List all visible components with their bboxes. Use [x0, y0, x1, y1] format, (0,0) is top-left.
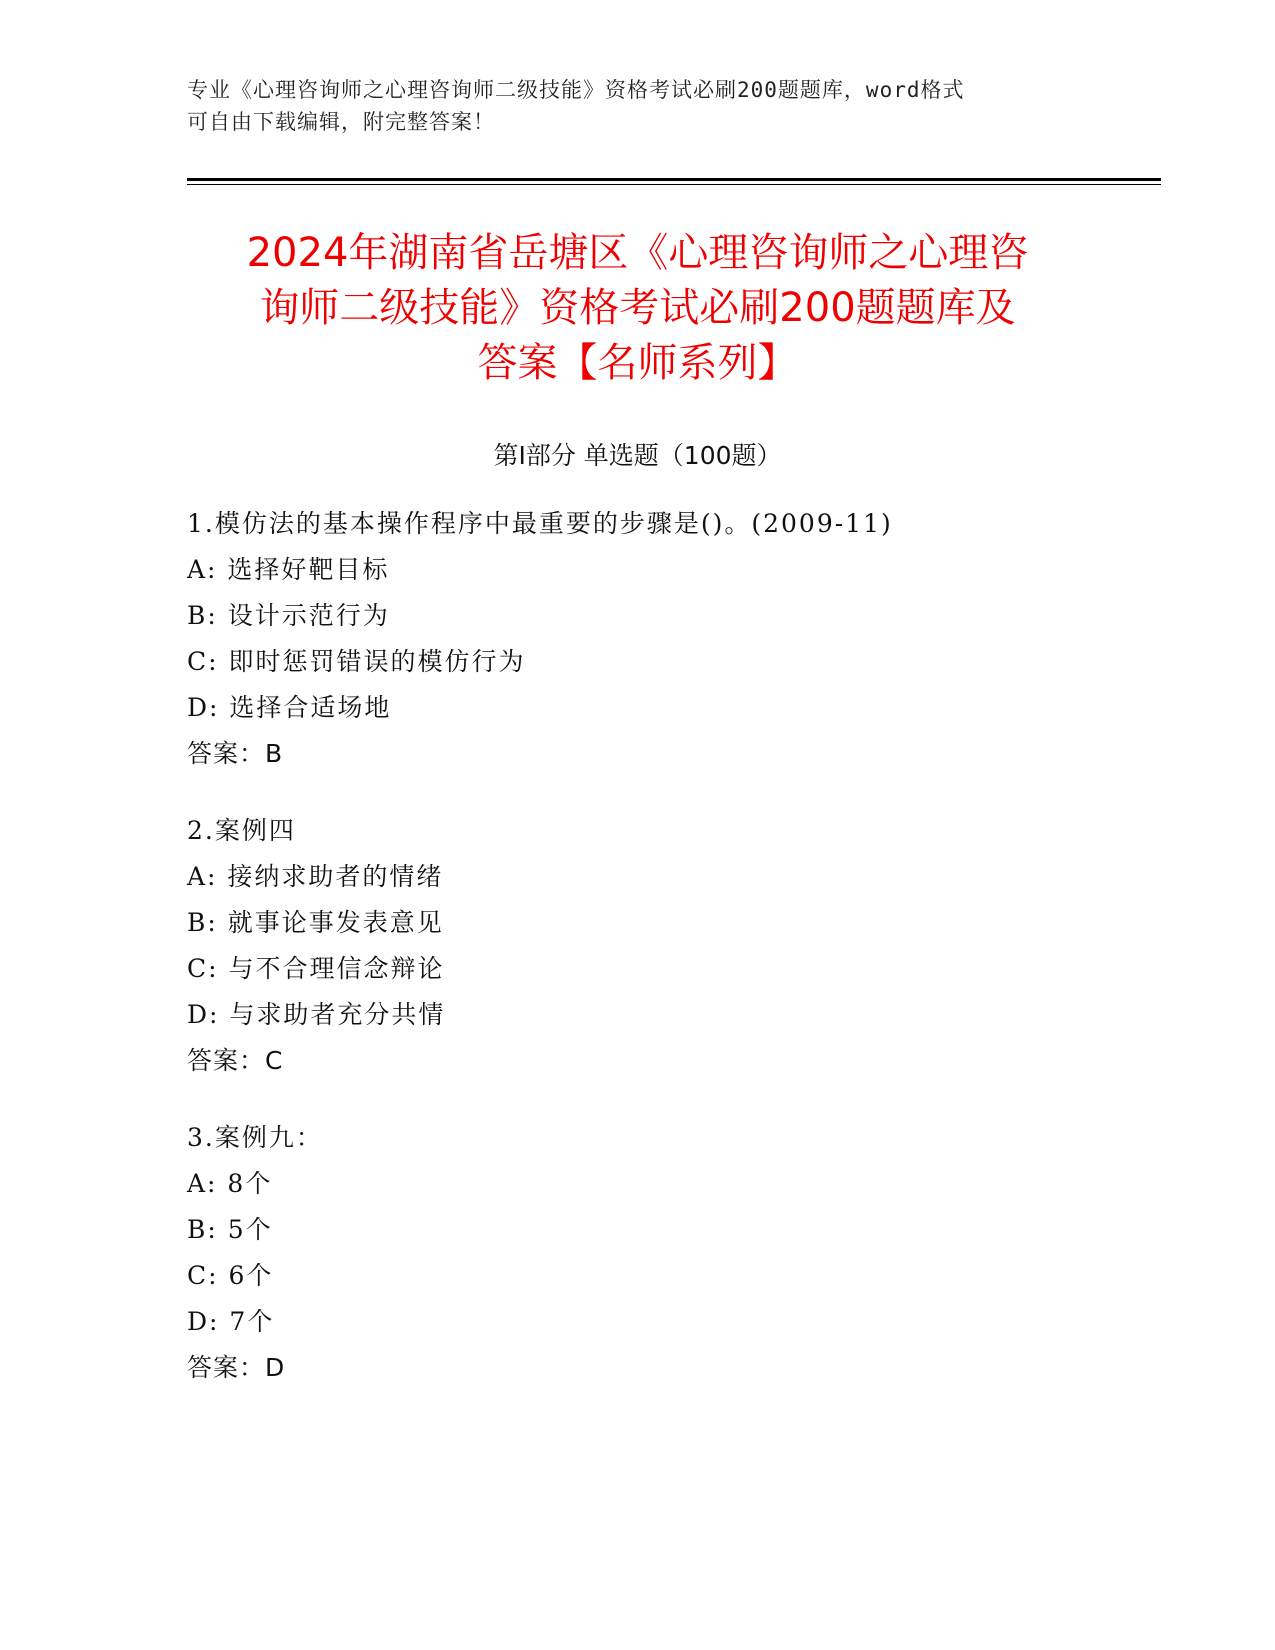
option-c: C: 即时惩罚错误的模仿行为 — [187, 647, 526, 676]
option-d: D: 7个 — [187, 1307, 275, 1336]
option-a: A: 接纳求助者的情绪 — [187, 862, 444, 891]
option-b: B: 就事论事发表意见 — [187, 908, 444, 937]
option-b: B: 设计示范行为 — [187, 601, 390, 630]
option-a: A: 选择好靶目标 — [187, 555, 390, 584]
title-line-2: 询师二级技能》资格考试必刷200题题库及 — [259, 285, 1016, 331]
document-title — [150, 226, 1125, 391]
answer-value: B — [265, 739, 284, 768]
question-3 — [187, 1115, 1087, 1391]
title-line-3: 答案【名师系列】 — [477, 340, 798, 386]
question-2 — [187, 808, 1087, 1084]
option-a: A: 8个 — [187, 1169, 273, 1198]
header-rule-thick — [187, 178, 1161, 181]
header-note — [187, 74, 1067, 138]
option-d: D: 与求助者充分共情 — [187, 1000, 446, 1029]
header-note-line-2: 可自由下载编辑，附完整答案！ — [187, 110, 495, 134]
answer-label: 答案： — [187, 1046, 266, 1075]
option-d: D: 选择合适场地 — [187, 693, 392, 722]
header-note-line-1: 专业《心理咨询师之心理咨询师二级技能》资格考试必刷200题题库，word格式 — [187, 78, 965, 102]
question-1 — [187, 501, 1087, 777]
option-b: B: 5个 — [187, 1215, 273, 1244]
answer-line — [187, 731, 1087, 777]
question-stem: 2.案例四 — [187, 816, 296, 845]
question-stem: 1.模仿法的基本操作程序中最重要的步骤是()。(2009-11) — [187, 509, 893, 538]
answer-line — [187, 1038, 1087, 1084]
section-title: 第Ⅰ部分 单选题（100题） — [493, 441, 782, 470]
question-stem: 3.案例九： — [187, 1123, 323, 1152]
title-line-1: 2024年湖南省岳塘区《心理咨询师之心理咨 — [246, 230, 1029, 276]
answer-line — [187, 1345, 1087, 1391]
answer-value: C — [265, 1046, 284, 1075]
answer-label: 答案： — [187, 1353, 266, 1382]
option-c: C: 6个 — [187, 1261, 274, 1290]
header-rule-thin — [187, 184, 1161, 185]
answer-label: 答案： — [187, 739, 266, 768]
answer-value: D — [265, 1353, 286, 1382]
option-c: C: 与不合理信念辩论 — [187, 954, 445, 983]
